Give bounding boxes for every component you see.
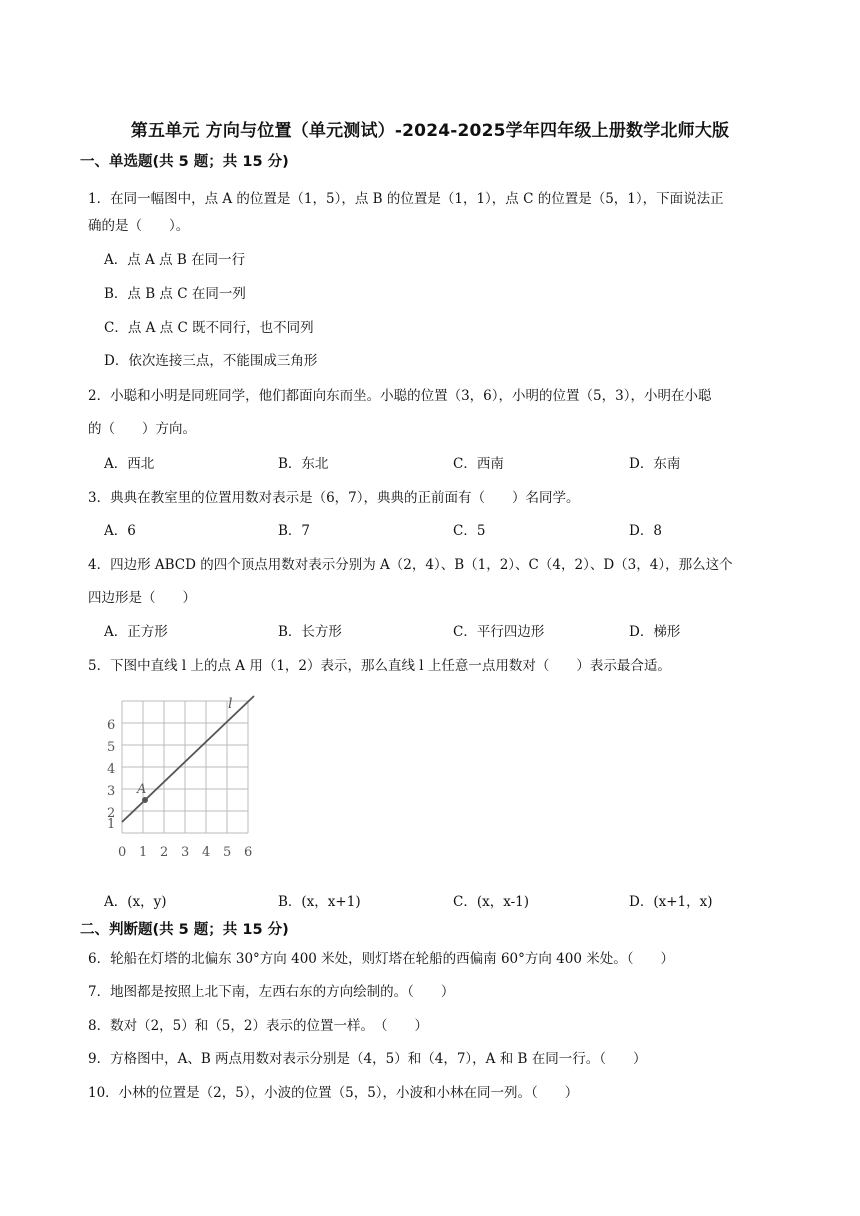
q9-stem: 9．方格图中，A、B 两点用数对表示分别是（4，5）和（4，7），A 和 B 在同一行。（ ）	[88, 1051, 647, 1067]
page-title: 第五单元 方向与位置（单元测试）-2024-2025学年四年级上册数学北师大版	[130, 121, 730, 141]
q4-option-d[interactable]: D．梯形	[629, 624, 681, 640]
q3-stem: 3．典典在教室里的位置用数对表示是（6，7），典典的正前面有（ ）名同学。	[88, 490, 580, 506]
y-tick-label: 6	[107, 718, 116, 733]
q2-stem-line1: 2．小聪和小明是同班同学，他们都面向东而坐。小聪的位置（3，6），小明的位置（5，3），小明在小聪	[88, 388, 712, 404]
q5-option-c[interactable]: C．(x，x-1)	[453, 894, 530, 910]
section-heading-single-choice: 一、单选题(共 5 题；共 15 分)	[80, 154, 289, 170]
x-tick-label: 3	[181, 845, 190, 860]
q5-option-b[interactable]: B．(x，x+1)	[278, 894, 361, 910]
q1-option-c[interactable]: C．点 A 点 C 既不同行，也不同列	[104, 320, 314, 336]
q2-stem-line2: 的（ ）方向。	[88, 421, 196, 437]
q4-stem-line2: 四边形是（ ）	[88, 590, 196, 606]
q2-option-c[interactable]: C．西南	[453, 456, 504, 472]
q3-option-b[interactable]: B．7	[278, 523, 311, 539]
q3-option-a[interactable]: A．6	[104, 523, 136, 539]
q6-stem: 6．轮船在灯塔的北偏东 30°方向 400 米处，则灯塔在轮船的西偏南 60°方向 400 米处。（ ）	[88, 951, 674, 967]
q8-stem: 8．数对（2，5）和（5，2）表示的位置一样。 （ ）	[88, 1018, 428, 1034]
q2-option-a[interactable]: A．西北	[104, 456, 155, 472]
q1-option-b[interactable]: B．点 B 点 C 在同一列	[104, 286, 246, 302]
point-a-marker	[142, 797, 148, 803]
line-l-label: l	[228, 696, 233, 712]
x-tick-label: 1	[139, 845, 148, 860]
q1-stem-line1: 1．在同一幅图中，点 A 的位置是（1，5），点 B 的位置是（1，1），点 C 的位置是（5，1），下面说法正	[88, 191, 724, 207]
q4-option-c[interactable]: C．平行四边形	[453, 624, 545, 640]
y-tick-label: 2	[107, 806, 116, 821]
q3-option-c[interactable]: C．5	[453, 523, 486, 539]
q4-option-b[interactable]: B．长方形	[278, 624, 342, 640]
q1-option-d[interactable]: D．依次连接三点，不能围成三角形	[104, 353, 318, 369]
y-tick-label: 5	[107, 740, 116, 755]
line-l	[122, 696, 254, 822]
point-a-label: A	[137, 782, 147, 797]
q3-option-d[interactable]: D．8	[629, 523, 662, 539]
x-tick-label: 5	[223, 845, 232, 860]
x-tick-label: 6	[244, 845, 253, 860]
q5-stem: 5．下图中直线 l 上的点 A 用（1，2）表示，那么直线 l 上任意一点用数对（ ）表示最合适。	[88, 658, 671, 674]
y-tick-label: 3	[107, 784, 116, 799]
q2-option-d[interactable]: D．东南	[629, 456, 681, 472]
q7-stem: 7．地图都是按照上北下南，左西右东的方向绘制的。（ ）	[88, 984, 455, 1000]
x-tick-label: 0	[118, 845, 127, 860]
q5-option-d[interactable]: D．(x+1，x)	[629, 894, 713, 910]
q1-option-a[interactable]: A．点 A 点 B 在同一行	[104, 252, 246, 268]
x-tick-label: 4	[202, 845, 211, 860]
q4-stem-line1: 4．四边形 ABCD 的四个顶点用数对表示分别为 A（2，4）、B（1，2）、C（4，2）、D（3，4），那么这个	[88, 557, 733, 573]
x-tick-label: 2	[160, 845, 169, 860]
section-heading-true-false: 二、判断题(共 5 题；共 15 分)	[80, 922, 289, 938]
q10-stem: 10．小林的位置是（2，5），小波的位置（5，5），小波和小林在同一列。（ ）	[88, 1085, 579, 1101]
q5-option-a[interactable]: A．(x，y)	[104, 894, 167, 910]
q2-option-b[interactable]: B．东北	[278, 456, 329, 472]
y-tick-label: 4	[107, 762, 116, 777]
q4-option-a[interactable]: A．正方形	[104, 624, 168, 640]
y-tick-label: 1	[107, 817, 116, 832]
q1-stem-line2: 确的是（ ）。	[88, 218, 190, 234]
coordinate-grid-figure	[100, 692, 270, 864]
